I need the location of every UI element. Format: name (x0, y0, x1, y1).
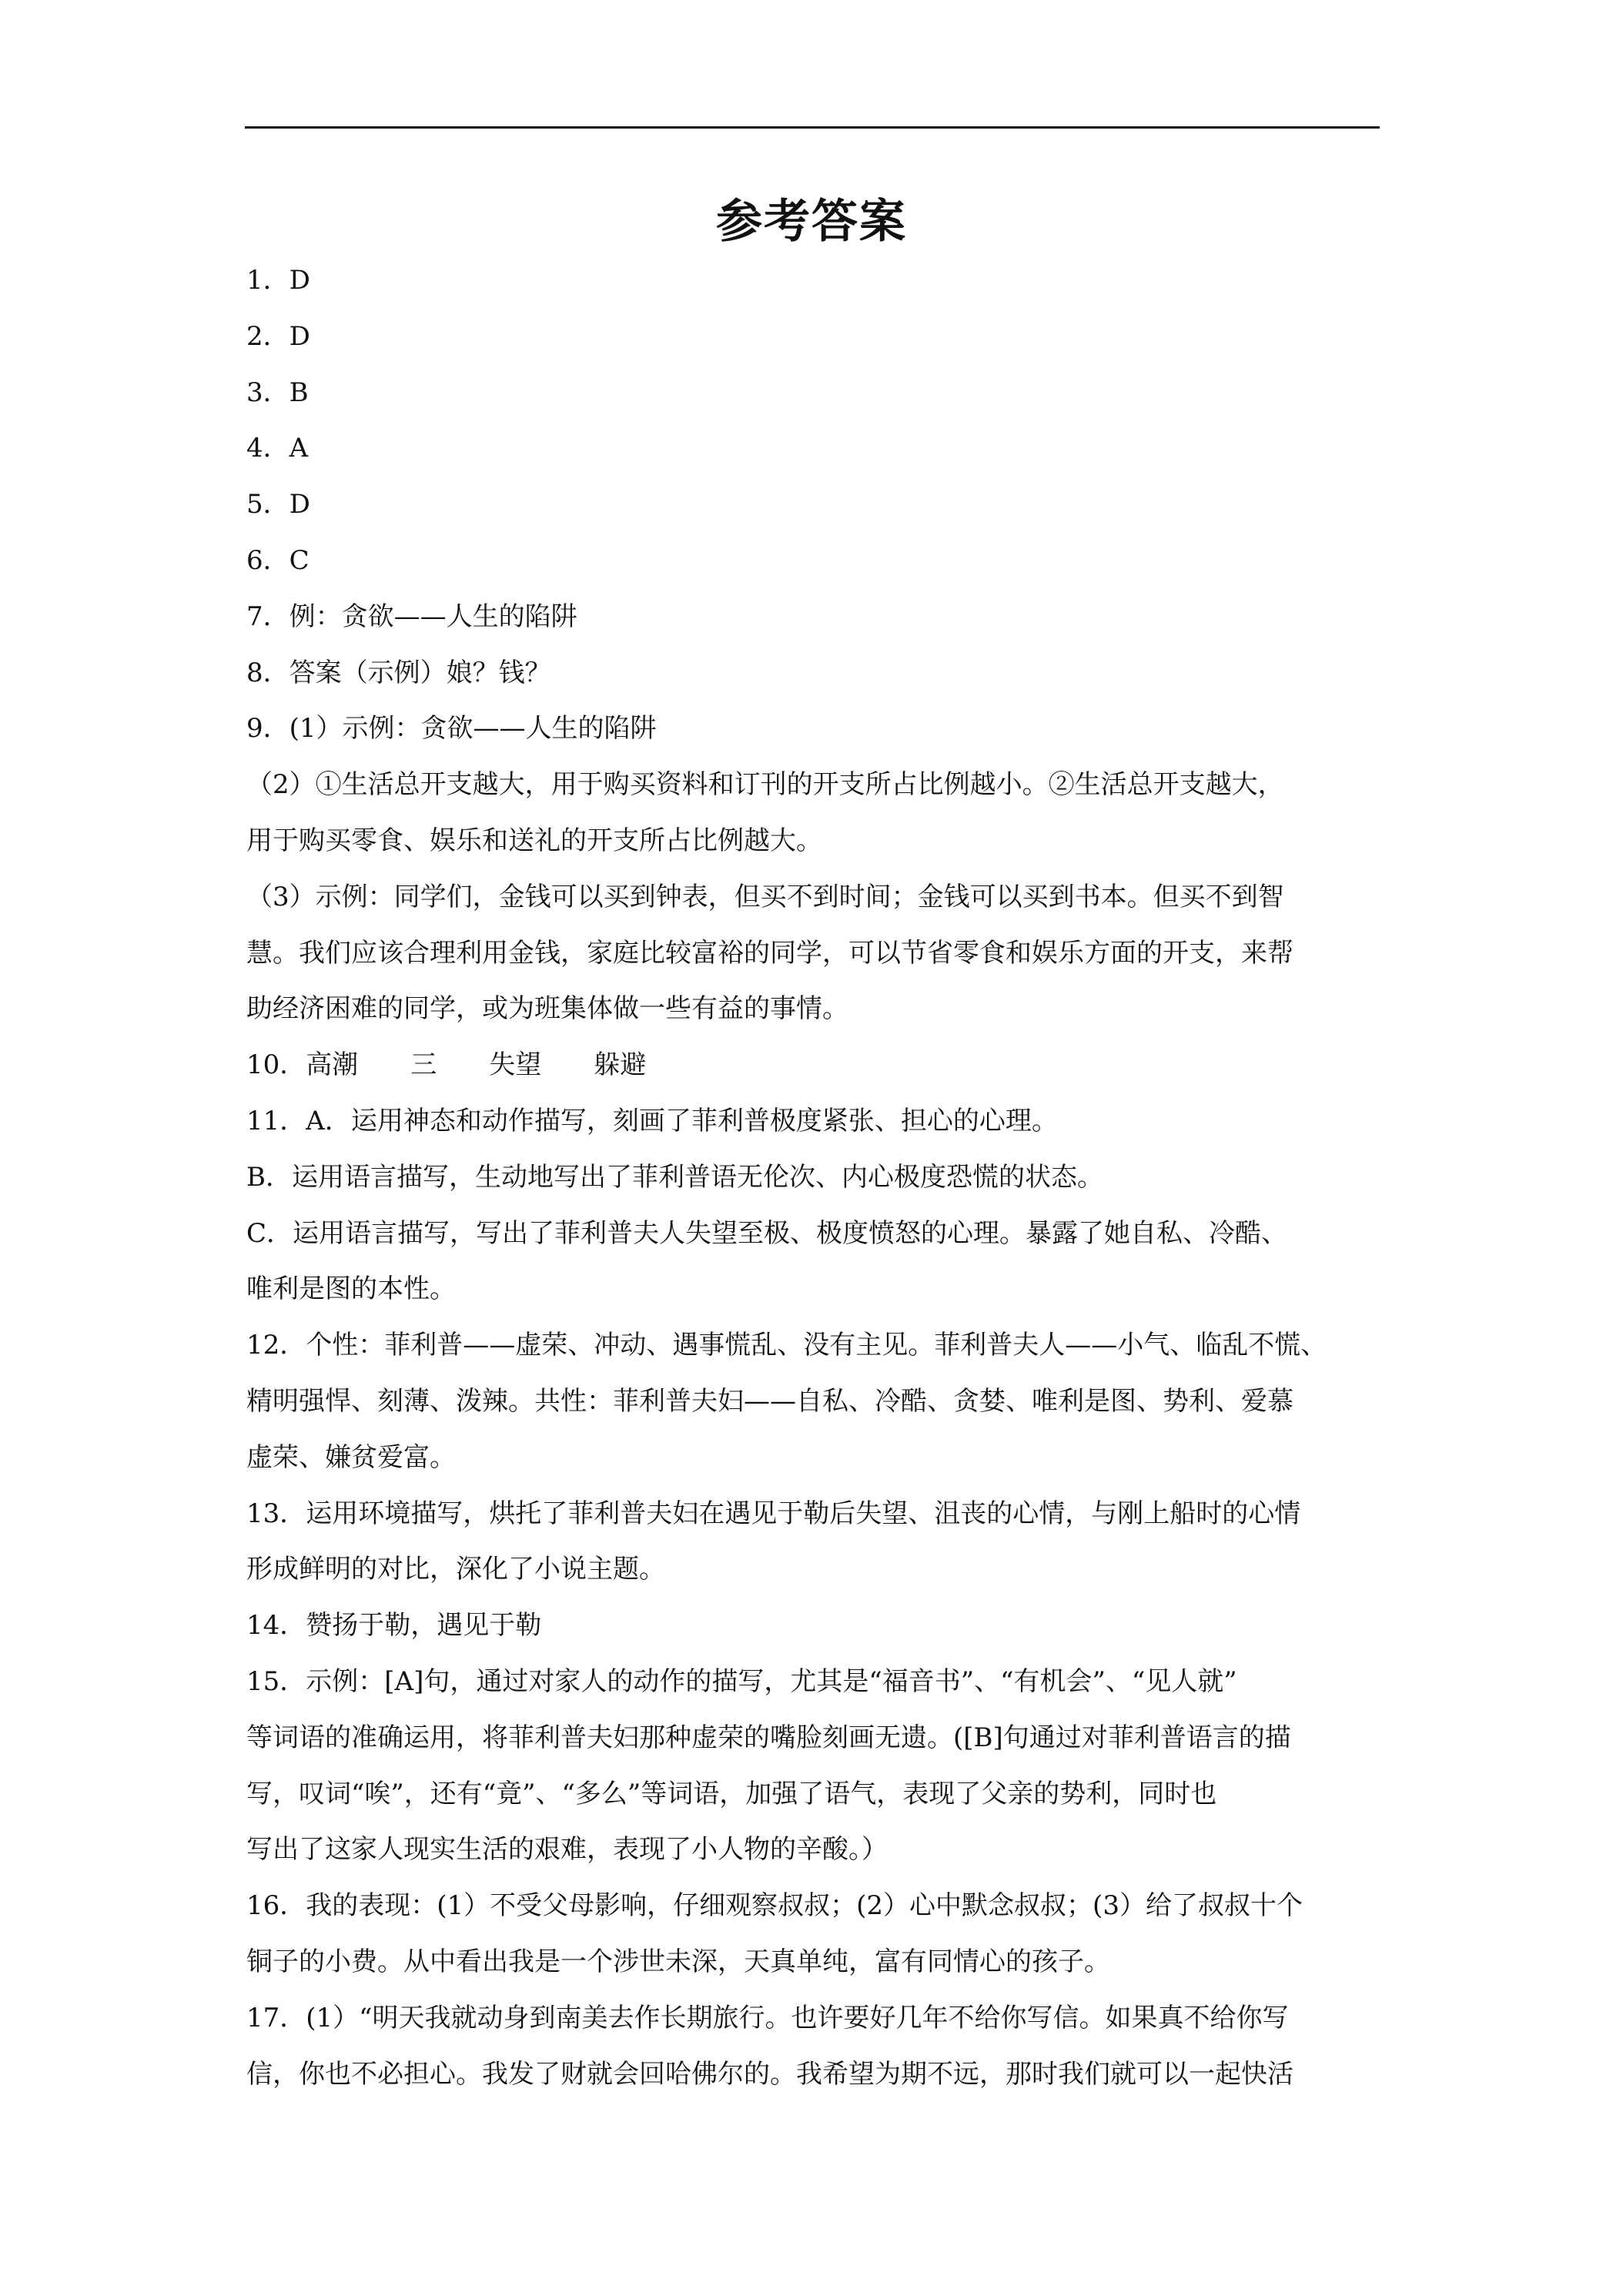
answer-line: 6．C (246, 544, 310, 576)
answer-item (246, 1990, 1386, 2103)
answer-line: 写出了这家人现实生活的艰难，表现了小人物的辛酸。） (246, 1834, 888, 1866)
answer-line: 助经济困难的同学，或为班集体做一些有益的事情。 (246, 993, 848, 1025)
answer-item (246, 1598, 1386, 1654)
answer-line: 写，叹词“唉”，还有“竟”、“多么”等词语，加强了语气，表现了父亲的势利，同时也 (246, 1778, 1217, 1809)
answer-item (246, 701, 1386, 757)
answer-line: 虚荣、嫌贫爱富。 (246, 1441, 456, 1473)
answer-item (246, 589, 1386, 645)
answer-line: 等词语的准确运用，将菲利普夫妇那种虚荣的嘴脸刻画无遗。([B]句通过对菲利普语言的描 (246, 1722, 1291, 1753)
answer-line: 用于购买零食、娱乐和送礼的开支所占比例越大。 (246, 825, 822, 856)
answer-line: 15．示例：[A]句，通过对家人的动作的描写，尤其是“福音书”、“有机会”、“见人就” (246, 1665, 1237, 1697)
answer-line: 13．运用环境描写，烘托了菲利普夫妇在遇见于勒后失望、沮丧的心情，与刚上船时的心情 (246, 1498, 1301, 1529)
page-title: 参考答案 (716, 195, 907, 249)
answer-line: 4．A (246, 433, 309, 464)
answer-line: 17．(1）“明天我就动身到南美去作长期旅行。也许要好几年不给你写信。如果真不给你写 (246, 2002, 1289, 2033)
answer-line: 8．答案（示例）娘？钱？ (246, 657, 551, 688)
answer-item (246, 869, 1386, 1037)
answer-line: B．运用语言描写，生动地写出了菲利普语无伦次、内心极度恐慌的状态。 (246, 1161, 1103, 1193)
answer-line: 2．D (246, 320, 310, 352)
answer-item (246, 757, 1386, 869)
answer-line: 精明强悍、刻薄、泼辣。共性：菲利普夫妇——自私、冷酷、贪婪、唯利是图、势利、爱慕 (246, 1385, 1293, 1417)
answer-item (246, 1150, 1386, 1206)
header-rule (245, 126, 1380, 129)
answer-line: 14．赞扬于勒，遇见于勒 (246, 1610, 542, 1642)
answer-line: 12．个性：菲利普——虚荣、冲动、遇事慌乱、没有主见。菲利普夫人——小气、临乱不慌、 (246, 1330, 1327, 1361)
answer-line: 16．我的表现：(1）不受父母影响，仔细观察叔叔；(2）心中默念叔叔；(3）给了叔叔十个 (246, 1890, 1303, 1922)
answer-item (246, 1206, 1386, 1318)
answer-list (246, 253, 1386, 2102)
answer-line: 10．高潮 三 失望 躲避 (246, 1049, 647, 1081)
answer-item (246, 1654, 1386, 1878)
answer-item (246, 477, 1386, 533)
answer-line: 5．D (246, 489, 310, 520)
answer-line: 1．D (246, 265, 310, 296)
answer-line: （2）①生活总开支越大，用于购买资料和订刊的开支所占比例越小。②生活总开支越大， (246, 769, 1284, 801)
answer-line: 铜子的小费。从中看出我是一个涉世未深，天真单纯，富有同情心的孩子。 (246, 1946, 1110, 1977)
answer-line: （3）示例：同学们，金钱可以买到钟表，但买不到时间；金钱可以买到书本。但买不到智 (246, 881, 1284, 912)
answer-line: 信，你也不必担心。我发了财就会回哈佛尔的。我希望为期不远，那时我们就可以一起快活 (246, 2058, 1293, 2090)
answer-line: 11．A．运用神态和动作描写，刻画了菲利普极度紧张、担心的心理。 (246, 1105, 1058, 1136)
answer-item (246, 1037, 1386, 1093)
answer-line: 形成鲜明的对比，深化了小说主题。 (246, 1554, 665, 1585)
answer-item (246, 365, 1386, 421)
answer-line: 9．(1）示例：贪欲——人生的陷阱 (246, 713, 657, 745)
answer-item (246, 420, 1386, 477)
answer-item (246, 1317, 1386, 1485)
answer-line: 唯利是图的本性。 (246, 1274, 456, 1305)
answer-item (246, 1093, 1386, 1150)
answer-item (246, 1486, 1386, 1598)
answer-line: 慧。我们应该合理利用金钱，家庭比较富裕的同学，可以节省零食和娱乐方面的开支，来帮 (246, 937, 1293, 969)
answer-item (246, 645, 1386, 701)
answer-line: C．运用语言描写，写出了菲利普夫人失望至极、极度愤怒的心理。暴露了她自私、冷酷、 (246, 1217, 1288, 1249)
answer-line: 3．B (246, 377, 309, 408)
answer-line: 7．例：贪欲——人生的陷阱 (246, 601, 577, 632)
answer-item (246, 253, 1386, 309)
answer-item (246, 309, 1386, 365)
answer-item (246, 1878, 1386, 1990)
answer-item (246, 533, 1386, 589)
